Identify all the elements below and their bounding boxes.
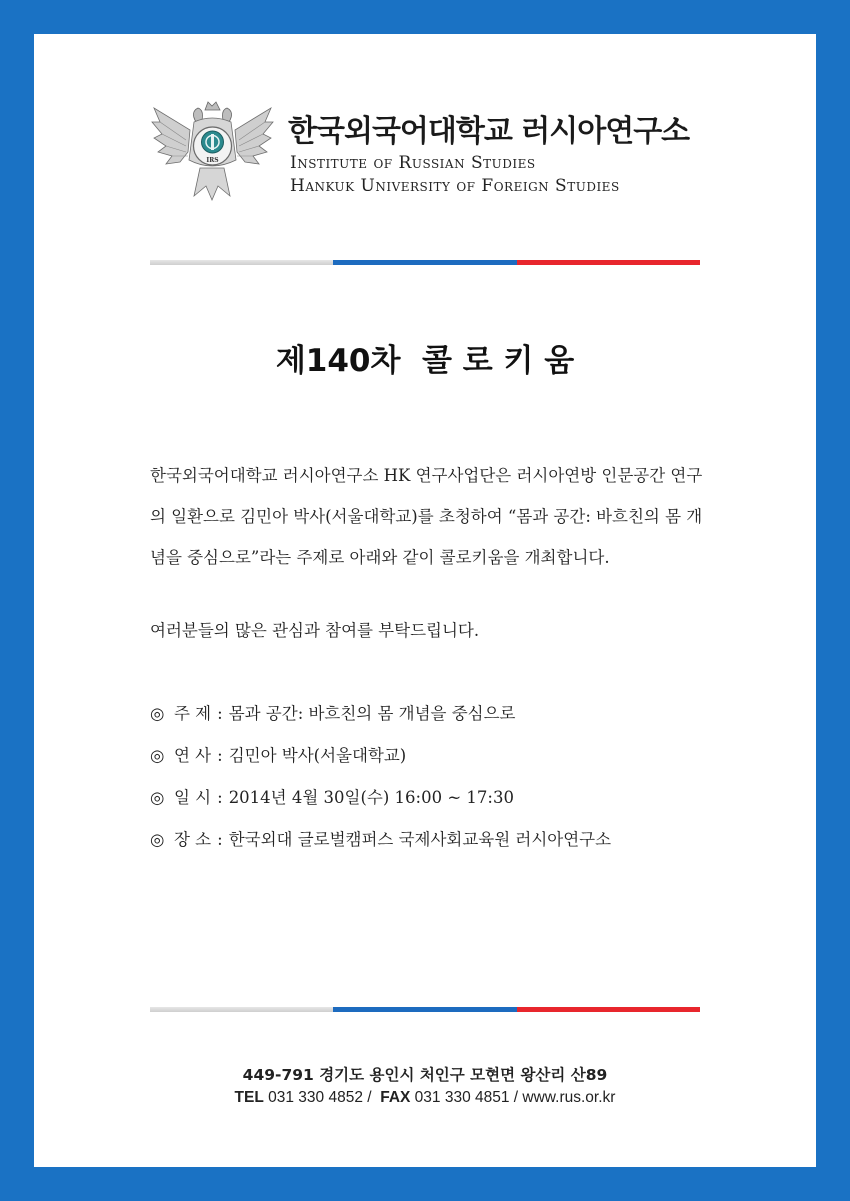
tricolor-divider-top [150, 260, 700, 265]
institute-name-korean: 한국외국어대학교 러시아연구소 [288, 114, 690, 149]
detail-topic: ◎ 주 제 : 몸과 공간: 바흐친의 몸 개념을 중심으로 [150, 693, 710, 735]
event-details [150, 693, 710, 861]
fax-label: FAX [380, 1089, 411, 1106]
detail-value: 김민아 박사(서울대학교) [228, 746, 407, 765]
footer-address: 449-791 경기도 용인시 처인구 모현면 왕산리 산89 [242, 1066, 608, 1084]
colloquium-title: 제140차 콜 로 키 움 [275, 343, 575, 379]
detail-label: 주 제 [174, 704, 212, 723]
website-link[interactable]: www.rus.or.kr [522, 1089, 616, 1106]
detail-value: 한국외대 글로벌캠퍼스 국제사회교육원 러시아연구소 [228, 830, 612, 849]
detail-label: 장 소 [174, 830, 212, 849]
fax-number: 031 330 4851 [414, 1089, 510, 1106]
detail-value: 몸과 공간: 바흐친의 몸 개념을 중심으로 [228, 704, 516, 723]
institute-name-english-line1: Institute of Russian Studies [290, 153, 536, 173]
tel-label: TEL [234, 1089, 264, 1106]
footer-contact: TEL 031 330 4852 / FAX 031 330 4851 / www.rus.or.kr [234, 1089, 616, 1106]
institute-header [150, 100, 710, 210]
announcement-paragraph: 한국외국어대학교 러시아연구소 HK 연구사업단은 러시아연방 인문공간 연구의 일환으로 김민아 박사(서울대학교)를 초청하여 “몸과 공간: 바흐친의 몸 개념을 중심으로”라는 주제로 아래와 같이 콜로키움을 개최합니다. [150, 466, 703, 567]
institute-name-english-line2: Hankuk University of Foreign Studies [290, 176, 620, 196]
detail-label: 일 시 [174, 788, 212, 807]
double-headed-eagle-emblem-icon [150, 100, 275, 205]
bullet-mark: ◎ [150, 788, 165, 807]
detail-speaker: ◎ 연 사 : 김민아 박사(서울대학교) [150, 735, 710, 777]
detail-location: ◎ 장 소 : 한국외대 글로벌캠퍼스 국제사회교육원 러시아연구소 [150, 819, 710, 861]
tel-number: 031 330 4852 [268, 1089, 363, 1106]
bullet-mark: ◎ [150, 704, 165, 723]
emblem-label: IRS [206, 157, 219, 164]
bullet-mark: ◎ [150, 746, 165, 765]
bullet-mark: ◎ [150, 830, 165, 849]
invitation-paragraph: 여러분들의 많은 관심과 참여를 부탁드립니다. [150, 621, 480, 640]
detail-label: 연 사 [174, 746, 212, 765]
detail-value: 2014년 4월 30일(수) 16:00 ~ 17:30 [228, 788, 514, 807]
tricolor-divider-bottom [150, 1007, 700, 1012]
detail-datetime: ◎ 일 시 : 2014년 4월 30일(수) 16:00 ~ 17:30 [150, 777, 710, 819]
